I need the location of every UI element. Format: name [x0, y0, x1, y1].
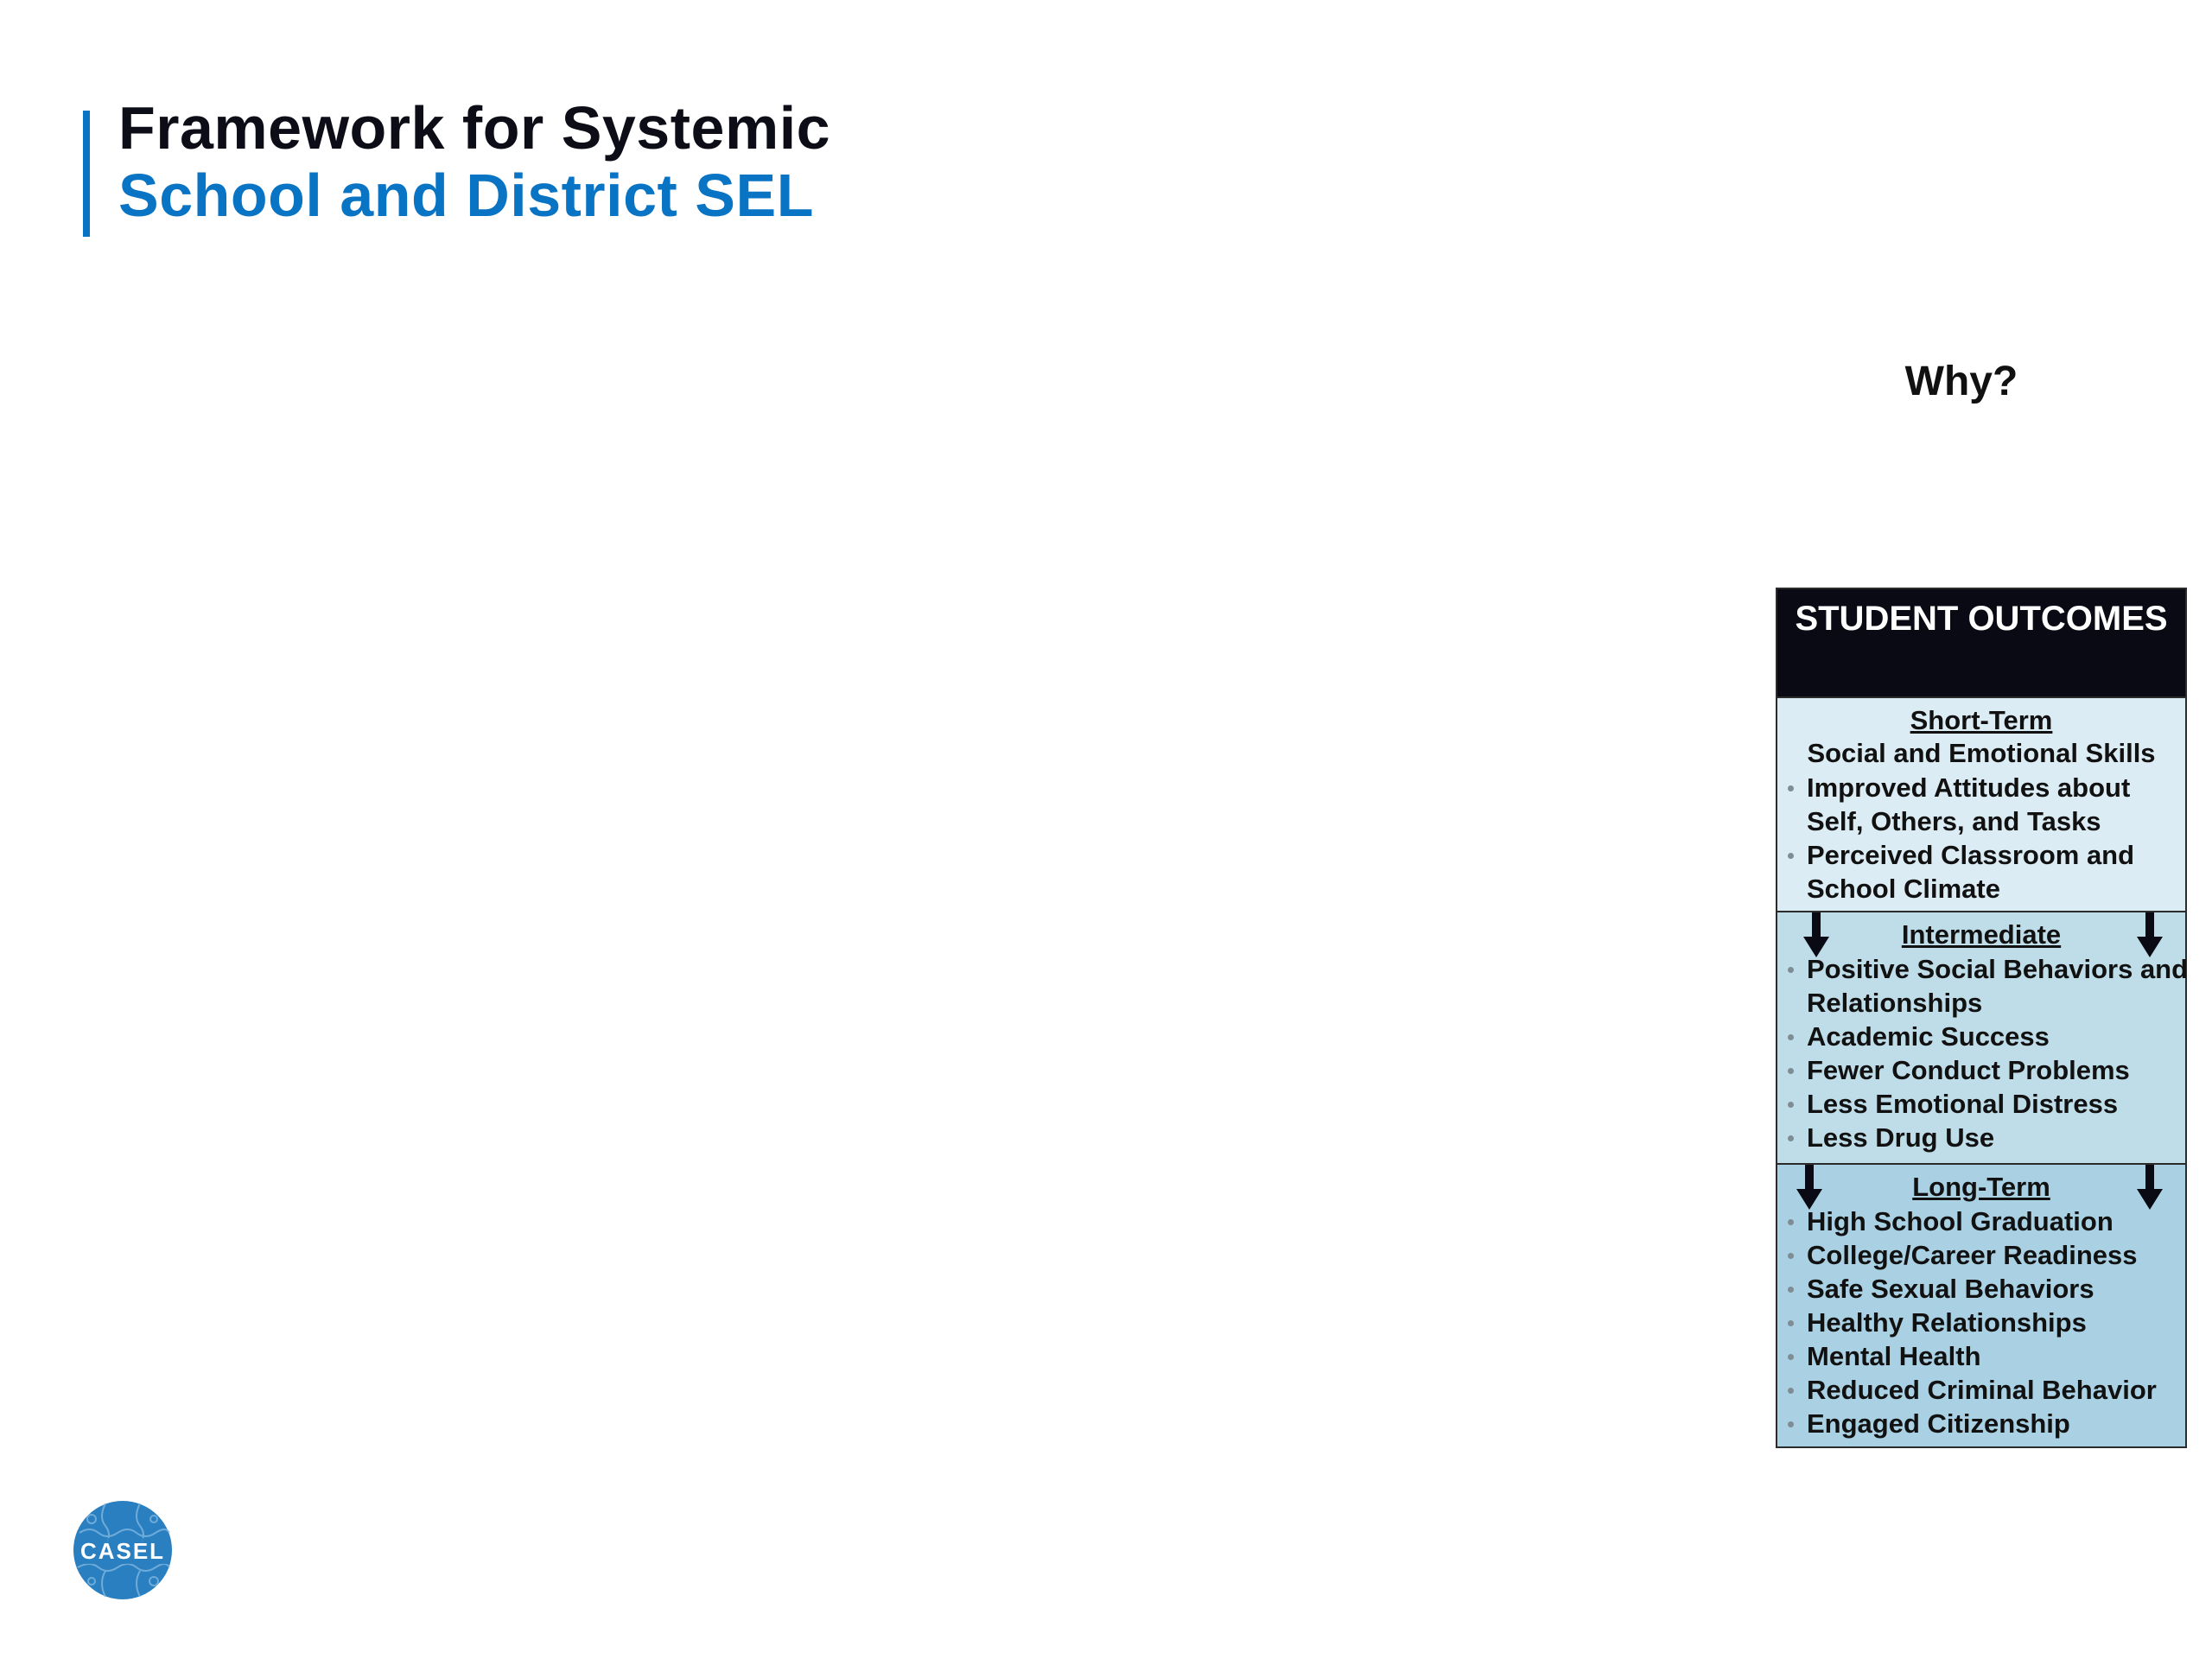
long-term-section: [1777, 1163, 2185, 1446]
why-label: Why?: [1904, 359, 2018, 404]
student-outcomes-header: STUDENT OUTCOMES: [1777, 589, 2185, 696]
long-term-title: Long-Term: [1912, 1172, 2050, 1202]
list-item: Relationships: [1807, 988, 1983, 1018]
list-item: Academic Success: [1777, 1020, 2185, 1053]
short-term-subtitle: Social and Emotional Skills: [1807, 738, 2156, 768]
casel-logo-text: CASEL: [79, 1538, 166, 1564]
list-item: Fewer Conduct Problems: [1777, 1053, 2185, 1087]
list-item: College/Career Readiness: [1777, 1238, 2185, 1272]
long-term-list: [1777, 1205, 2185, 1440]
intermediate-title: Intermediate: [1901, 919, 2062, 950]
list-item: Improved Attitudes about: [1777, 771, 2185, 804]
student-outcomes-panel: [1776, 588, 2187, 1448]
list-item: Mental Health: [1777, 1339, 2185, 1373]
short-term-title: Short-Term: [1910, 705, 2053, 735]
list-item: Healthy Relationships: [1777, 1306, 2185, 1339]
list-item: Less Drug Use: [1777, 1121, 2185, 1154]
list-item: Safe Sexual Behaviors: [1777, 1272, 2185, 1306]
list-item: Engaged Citizenship: [1777, 1407, 2185, 1440]
list-item: Self, Others, and Tasks: [1807, 806, 2101, 836]
short-term-section: [1777, 696, 2185, 911]
title-accent-bar: [83, 111, 90, 237]
list-item: Positive Social Behaviors and: [1777, 952, 2185, 986]
page-title-line-2: School and District SEL: [118, 162, 814, 229]
list-item: Less Emotional Distress: [1777, 1087, 2185, 1121]
list-item: School Climate: [1807, 874, 2000, 904]
list-item: Perceived Classroom and: [1777, 838, 2185, 872]
short-term-list: [1777, 771, 2185, 906]
intermediate-section: [1777, 911, 2189, 1163]
casel-logo: [73, 1500, 173, 1600]
page-title-line-1: Framework for Systemic: [118, 94, 831, 162]
list-item: Reduced Criminal Behavior: [1777, 1373, 2185, 1407]
list-item: High School Graduation: [1777, 1205, 2185, 1238]
intermediate-list: [1777, 952, 2189, 1154]
